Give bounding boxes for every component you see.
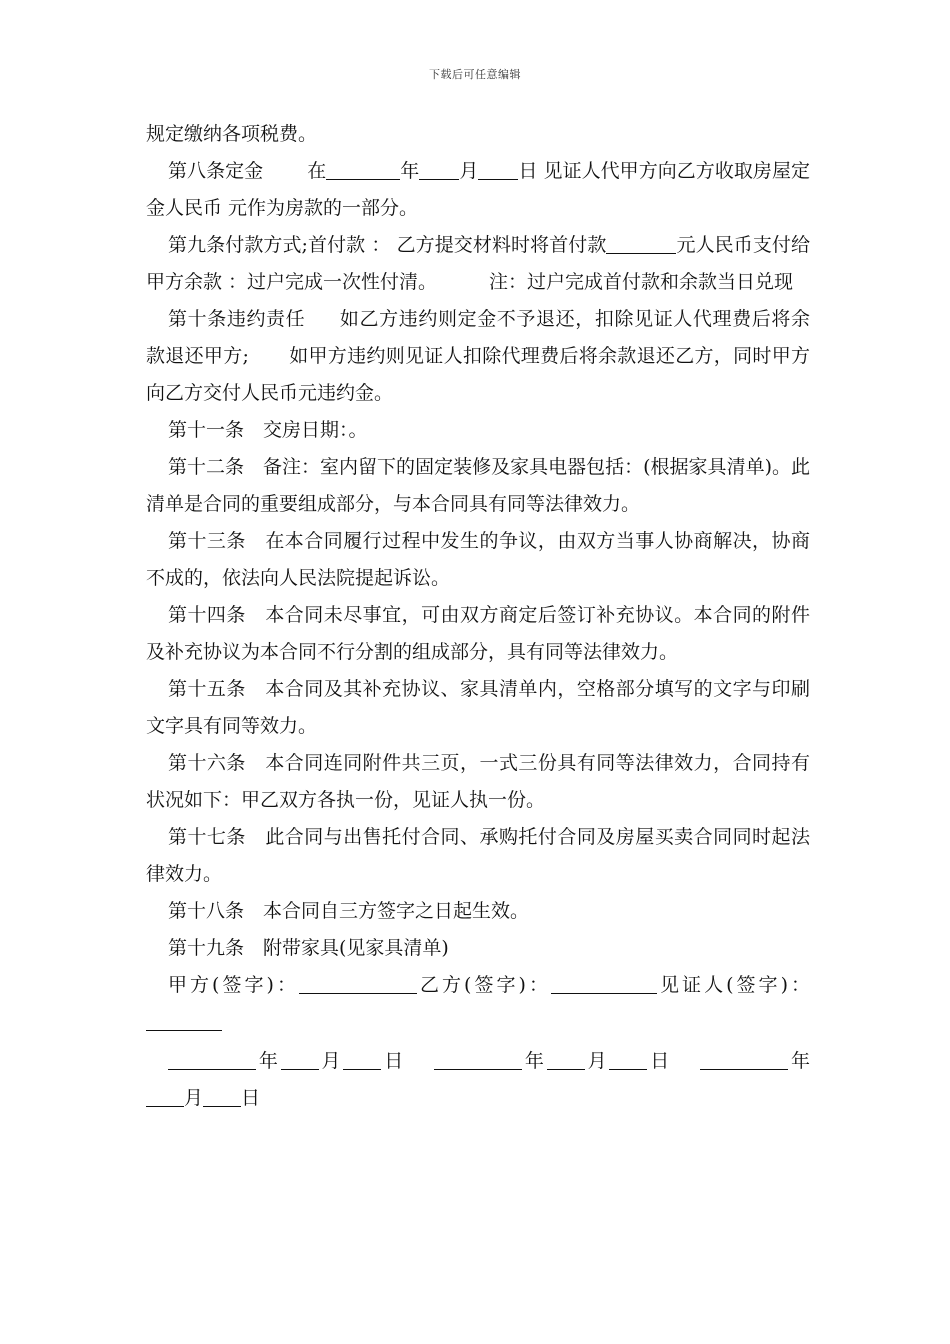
date-1-year-blank[interactable] <box>168 1047 256 1070</box>
paragraph-article-12: 第十二条 备注：室内留下的固定装修及家具电器包括：(根据家具清单)。此清单是合同的重要组成部分，与本合同具有同等法律效力。 <box>146 456 810 515</box>
date-1-month-blank[interactable] <box>281 1047 319 1070</box>
date-1-day-label: 日 <box>381 1050 407 1072</box>
document-body <box>146 116 810 1117</box>
paragraph-article-9 <box>146 227 810 301</box>
paragraph-article-18: 第十八条 本合同自三方签字之日起生效。 <box>168 900 530 922</box>
article-10-text-c: 如甲方违约则见证人扣除代理费后将余款退还乙方，同时甲方向乙方交付人民币元违约金。 <box>146 345 810 404</box>
date-1-day-blank[interactable] <box>343 1047 381 1070</box>
date-2-year-blank[interactable] <box>434 1047 522 1070</box>
date-2-year-label: 年 <box>522 1050 547 1072</box>
page-header: 下载后可任意编辑 <box>429 68 521 81</box>
date-line <box>146 1043 810 1117</box>
date-1-year-label: 年 <box>256 1050 281 1072</box>
blank-down-payment[interactable] <box>606 231 676 254</box>
date-3-year-label: 年 <box>788 1050 810 1072</box>
article-10-text-b: 如乙方违约则定金不予退还，扣除见证人代理费后将余款退还甲方; <box>146 308 810 367</box>
article-8-text-rest: 日 见证人代甲方向乙方收取房屋定金人民币 元作为房款的一部分。 <box>146 160 810 219</box>
party-b-signature-blank[interactable] <box>551 971 657 994</box>
date-2-day-label: 日 <box>647 1050 673 1072</box>
article-8-text-year: 年 <box>400 160 420 182</box>
paragraph-article-11: 第十一条 交房日期：。 <box>168 419 368 441</box>
article-9-text-b: 元人民币支付给甲方余款 ：过户完成一次性付清。 <box>146 234 810 293</box>
date-3-day-label: 日 <box>241 1087 261 1109</box>
article-9-note: 注：过户完成首付款和余款当日兑现 <box>489 271 794 293</box>
date-3-month-blank[interactable] <box>146 1084 184 1107</box>
party-a-signature-label: 甲方(签字)： <box>168 974 299 996</box>
date-2-month-blank[interactable] <box>547 1047 585 1070</box>
paragraph-article-10 <box>146 301 810 412</box>
article-10-title: 第十条违约责任 <box>168 308 306 330</box>
party-b-signature-label: 乙方(签字)： <box>416 974 551 996</box>
article-8-title: 第八条定金 <box>168 160 264 182</box>
paragraph-article-16: 第十六条 本合同连同附件共三页，一式三份具有同等法律效力，合同持有状况如下：甲乙双方各执一份，见证人执一份。 <box>146 752 810 811</box>
date-1-month-label: 月 <box>318 1050 344 1072</box>
signature-line <box>146 967 810 1041</box>
date-3-month-label: 月 <box>184 1087 204 1109</box>
paragraph-article-15: 第十五条 本合同及其补充协议、家具清单内，空格部分填写的文字与印刷文字具有同等效力。 <box>146 678 810 737</box>
witness-signature-label: 见证人(签字)： <box>657 974 811 996</box>
party-a-signature-blank[interactable] <box>299 971 417 994</box>
paragraph-article-13: 第十三条 在本合同履行过程中发生的争议，由双方当事人协商解决，协商不成的，依法向人民法院提起诉讼。 <box>146 530 810 589</box>
article-9-text-a: 第九条付款方式;首付款 ： 乙方提交材料时将首付款 <box>168 234 607 256</box>
paragraph-taxes: 规定缴纳各项税费。 <box>146 123 318 145</box>
blank-year[interactable] <box>326 157 400 180</box>
date-2-month-label: 月 <box>584 1050 610 1072</box>
paragraph-article-19: 第十九条 附带家具(见家具清单) <box>168 937 449 959</box>
date-2-day-blank[interactable] <box>609 1047 647 1070</box>
paragraph-article-17: 第十七条 此合同与出售托付合同、承购托付合同及房屋买卖合同同时起法律效力。 <box>146 826 810 885</box>
blank-month[interactable] <box>419 157 459 180</box>
blank-day[interactable] <box>478 157 518 180</box>
article-8-text-zai: 在 <box>307 160 327 182</box>
date-3-day-blank[interactable] <box>203 1084 241 1107</box>
witness-signature-blank[interactable] <box>146 1008 222 1031</box>
article-8-text-month: 月 <box>459 160 479 182</box>
date-3-year-blank[interactable] <box>700 1047 788 1070</box>
paragraph-article-8 <box>146 153 810 227</box>
paragraph-article-14: 第十四条 本合同未尽事宜，可由双方商定后签订补充协议。本合同的附件及补充协议为本合同不行分割的组成部分，具有同等法律效力。 <box>146 604 810 663</box>
